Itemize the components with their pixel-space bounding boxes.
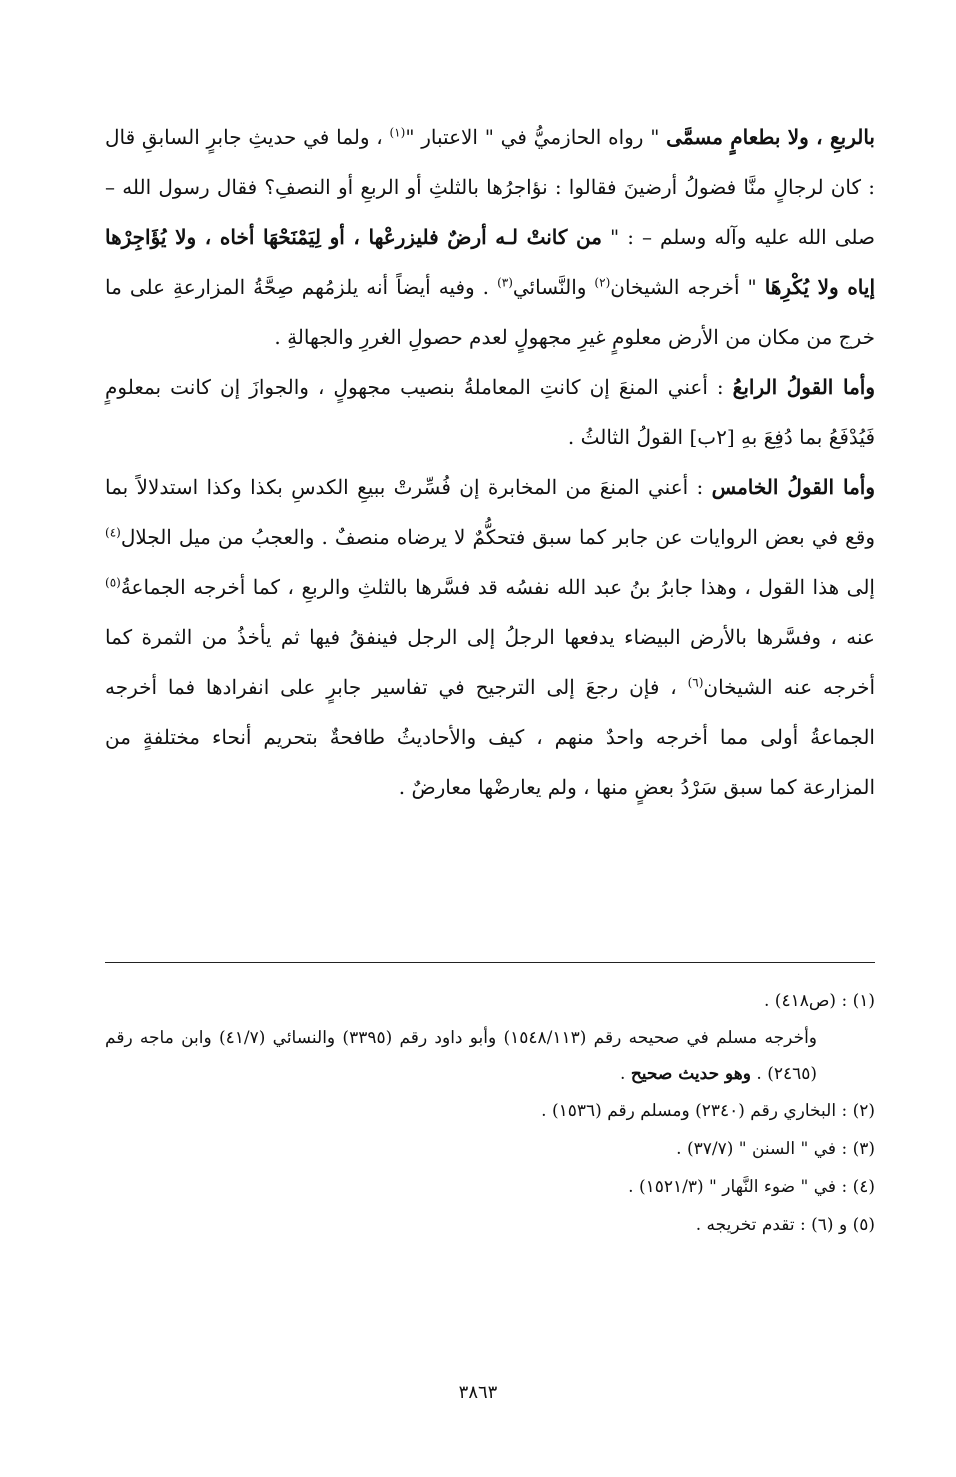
text-run: " رواه الحازميُّ في " الاعتبار " [405, 125, 667, 149]
footnote-2: (٢) : البخاري رقم (٢٣٤٠) ومسلم رقم (١٥٣٦) . [541, 1101, 875, 1121]
footnote-ref-3: (٣) [497, 275, 513, 290]
page-number: ٣٨٦٣ [458, 1382, 498, 1403]
footnote-1: (١) : (ص٤١٨) . [764, 991, 875, 1011]
main-text [105, 112, 875, 812]
footnote-divider [105, 962, 875, 963]
section-heading-fourth-opinion: وأما القولُ الرابعُ [732, 375, 875, 399]
footnote-ref-6: (٦) [687, 675, 704, 690]
text-run: : أعني المنعَ إن كانتِ المعاملةُ بنصيب مجهولٍ ، والجوازَ إن كانت بمعلومٍ فَيُدْفَعُ بما دُفِعَ بهِ [٢ب] القولُ الثالثُ . [105, 375, 875, 449]
text-run: . وفيه أيضاً أنه يلزمُهم صِحَّةُ المزارعةِ على ما خرج من مكان من الأرض معلومٍ غيرِ مجهولٍ لعدم حصولِ الغررِ والجهالةِ . [105, 275, 875, 349]
text-run: والنَّسائي [512, 275, 595, 299]
hadith-quote: من كانتْ لـه أرضٌ فليزرعْها ، أو لِيَمْنَحْهَا أخاه ، ولا يُؤَاجِرْها إياه ولا يُكْرِهَا [105, 225, 876, 299]
footnote-ref-1: (١) [389, 125, 406, 140]
text-run: إلى هذا القول ، وهذا جابرُ بنُ عبد الله نفسُه قد فسَّرها بالثلثِ والربعِ ، كما أخرجه الجماعةُ [120, 575, 875, 599]
text-run: وأخرجه مسلم في صحيحه رقم (١٥٤٨/١١٣) وأبو داود رقم (٣٣٩٥) والنسائي (٤١/٧) وابن ماجه رقم (٢٤٦٥) . [105, 1028, 818, 1084]
text-run: عنه ، وفسَّرها بالأرض البيضاء يدفعها الرجلُ إلى الرجل فينفقُ فيها ثم يأخذُ من الثمرة كما أخرجه عنه الشيخان [105, 625, 876, 699]
paragraph-2 [105, 362, 875, 462]
paragraph-1 [105, 112, 875, 362]
text-run: : أعني المنعَ من المخابرة إن فُسِّرتْ ببيعِ الكدسِ بكذا وكذا استدلالاً بما وقع في بعض الروايات عن جابر كما سبق فتحكُّمٌ لا يرضاه منصفٌ . والعجبُ من ميل الجلال [105, 475, 875, 549]
paragraph-3 [105, 462, 875, 812]
footnote-ref-2: (٢) [594, 275, 611, 290]
footnote-ref-4: (٤) [105, 525, 121, 540]
bold-phrase: بالربعِ ، ولا بطعامٍ مسمَّى [666, 125, 875, 149]
footnote-3: (٣) : في " السنن " (٣٧/٧) . [676, 1139, 875, 1159]
text-run: ، ولما في حديثِ جابرٍ السابقِ قال : كان لرجالٍ منَّا فضولُ أرضينَ فقالوا : نؤاجرُها بالثلثِ أو الربعِ أو النصفِ؟ فقال رسول الله – صلى الله عليه وآله وسلم – : " [105, 125, 876, 249]
footnote-ref-5: (٥) [105, 575, 121, 590]
grading-note: وهو حديث صحيح [630, 1064, 751, 1084]
text-run: . [620, 1064, 631, 1084]
footnote-5-6: (٥) و (٦) : تقدم تخريجه . [695, 1215, 875, 1235]
footnotes [105, 982, 875, 1244]
text-run: " أخرجه الشيخان [610, 275, 765, 299]
footnote-4: (٤) : في " ضوء النَّهار " (١٥٢١/٣) . [628, 1177, 875, 1197]
section-heading-fifth-opinion: وأما القولُ الخامس [711, 475, 875, 499]
footnote-1-continuation [105, 1020, 875, 1092]
text-run: ، فإن رجعَ إلى الترجيح في تفاسير جابرٍ على انفرادها فما أخرجه الجماعةُ أولى مما أخرجه واحدٌ منهم ، كيف والأحاديثُ طافحةٌ بتحريم أنحاء مختلفةٍ من المزارعة كما سبق سَرْدُ بعضٍ منها ، ولم يعارضْها معارضٌ . [105, 675, 875, 799]
